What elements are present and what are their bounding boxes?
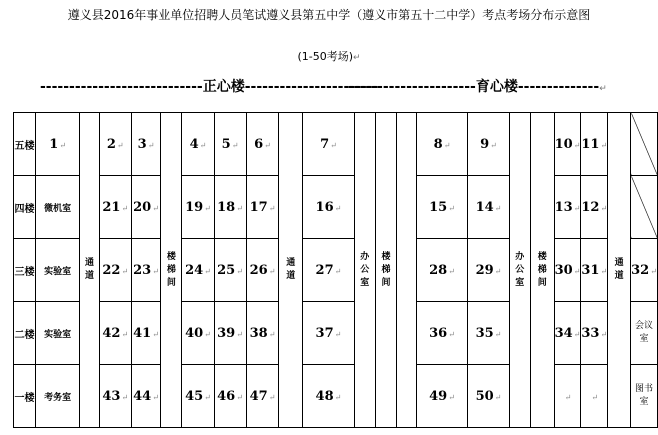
- room-number: 16: [315, 199, 334, 215]
- room-number: 48: [315, 388, 334, 404]
- room-cell: 46↵: [214, 365, 246, 428]
- room-cell: 9↵: [468, 113, 509, 176]
- room-cell: 31↵: [581, 239, 608, 302]
- page-title: 遵义县2016年事业单位招聘人员笔试遵义县第五中学（遵义市第五十二中学）考点考场分布示意图: [67, 8, 591, 22]
- room-number: 47: [249, 388, 268, 404]
- room-cell: 23↵: [131, 239, 161, 302]
- room-cell-empty: ↵: [581, 365, 608, 428]
- room-cell: 24↵: [182, 239, 214, 302]
- stairs-label: 楼梯间: [537, 251, 547, 288]
- room-number: 11: [581, 136, 600, 152]
- room-cell-library: [631, 365, 658, 428]
- floor-label: 一楼: [14, 365, 36, 428]
- room-number: 30: [554, 262, 573, 278]
- room-cell: 37↵: [303, 302, 355, 365]
- subtitle-text: (1-50考场): [297, 50, 353, 63]
- empty-diagonal-cell: [631, 113, 658, 176]
- room-number: 26: [249, 262, 268, 278]
- room-cell: 39↵: [214, 302, 246, 365]
- room-number: 25: [217, 262, 236, 278]
- room-cell: 19↵: [182, 176, 214, 239]
- room-cell: 18↵: [214, 176, 246, 239]
- room-number: 50: [475, 388, 494, 404]
- room-cell: 实验室: [36, 239, 80, 302]
- room-cell: 36↵: [416, 302, 468, 365]
- room-number: 2: [106, 136, 116, 152]
- room-number: 4: [189, 136, 199, 152]
- room-number: 15: [429, 199, 448, 215]
- room-cell: 22↵: [99, 239, 131, 302]
- room-number: 21: [102, 199, 121, 215]
- aisle-label: 通道: [614, 258, 624, 281]
- room-number: 17: [249, 199, 268, 215]
- room-number: 27: [315, 262, 334, 278]
- room-cell: 1↵: [36, 113, 80, 176]
- room-number: 38: [249, 325, 268, 341]
- room-cell: 考务室: [36, 365, 80, 428]
- floor-label: 三楼: [14, 239, 36, 302]
- room-cell: 17↵: [246, 176, 279, 239]
- room-number: 13: [554, 199, 573, 215]
- room-cell: 47↵: [246, 365, 279, 428]
- building-left-text: ----------------------------正心楼-----------------------: [40, 79, 379, 95]
- room-number: 7: [320, 136, 330, 152]
- table-row: [14, 302, 658, 365]
- room-cell: 42↵: [99, 302, 131, 365]
- room-cell: 40↵: [182, 302, 214, 365]
- room-number: 22: [102, 262, 121, 278]
- office-label: 办公室: [515, 251, 525, 288]
- page-subtitle: (1-50考场)↵: [297, 50, 361, 63]
- room-cell: 12↵: [581, 176, 608, 239]
- table-row: [14, 365, 658, 428]
- room-cell: 5↵: [214, 113, 246, 176]
- room-number: 5: [221, 136, 231, 152]
- room-number: 45: [185, 388, 204, 404]
- room-number: 10: [554, 136, 573, 152]
- room-number: 32: [631, 262, 650, 278]
- room-cell: 3↵: [131, 113, 161, 176]
- aisle-label: 通道: [84, 258, 94, 281]
- meeting-room-label: 会议室: [635, 321, 654, 344]
- aisle-column: [279, 113, 303, 428]
- room-cell: 30↵: [554, 239, 581, 302]
- room-cell: 34↵: [554, 302, 581, 365]
- room-number: 44: [133, 388, 152, 404]
- room-number: 3: [137, 136, 147, 152]
- stairs-column: [161, 113, 182, 428]
- room-cell: 10↵: [554, 113, 581, 176]
- building-right-text: ----------------------育心楼--------------: [348, 79, 600, 95]
- room-cell: 29↵: [468, 239, 509, 302]
- aisle-label: 通道: [286, 258, 296, 281]
- room-number: 24: [185, 262, 204, 278]
- floor-label: 二楼: [14, 302, 36, 365]
- room-number: 1: [49, 136, 59, 152]
- office-label: 办公室: [360, 251, 370, 288]
- room-number: 6: [254, 136, 264, 152]
- room-cell: 11↵: [581, 113, 608, 176]
- room-cell: 48↵: [303, 365, 355, 428]
- room-cell: 35↵: [468, 302, 509, 365]
- room-cell: 13↵: [554, 176, 581, 239]
- stairs-label: 楼梯间: [381, 251, 391, 288]
- room-number: 9: [480, 136, 490, 152]
- table-row: [14, 176, 658, 239]
- room-cell: 16↵: [303, 176, 355, 239]
- room-number: 42: [102, 325, 121, 341]
- room-number: 40: [185, 325, 204, 341]
- room-number: 41: [133, 325, 152, 341]
- room-cell: 7↵: [303, 113, 355, 176]
- empty-column: [397, 113, 417, 428]
- room-number: 46: [217, 388, 236, 404]
- building-yuxin-label: ----------------------育心楼--------------↵: [348, 79, 607, 95]
- building-zhengxin-label: [40, 76, 378, 96]
- table-row: [14, 239, 658, 302]
- room-number: 29: [475, 262, 494, 278]
- room-cell: 43↵: [99, 365, 131, 428]
- room-number: 31: [581, 262, 600, 278]
- room-number: 23: [133, 262, 152, 278]
- room-cell: 25↵: [214, 239, 246, 302]
- room-number: 37: [315, 325, 334, 341]
- room-cell: 4↵: [182, 113, 214, 176]
- stairs-column: [375, 113, 396, 428]
- room-number: 35: [475, 325, 494, 341]
- room-number: 43: [102, 388, 121, 404]
- room-number: 8: [433, 136, 443, 152]
- floor-label: 五楼: [14, 113, 36, 176]
- room-cell: 33↵: [581, 302, 608, 365]
- room-number: 39: [217, 325, 236, 341]
- room-cell: 27↵: [303, 239, 355, 302]
- room-number: 33: [581, 325, 600, 341]
- room-cell: 32↵: [631, 239, 658, 302]
- room-cell-meeting: [631, 302, 658, 365]
- room-cell: 44↵: [131, 365, 161, 428]
- aisle-column: [608, 113, 631, 428]
- room-cell: 49↵: [416, 365, 468, 428]
- room-number: 12: [581, 199, 600, 215]
- floor-label: 四楼: [14, 176, 36, 239]
- room-number: 28: [429, 262, 448, 278]
- room-number: 49: [429, 388, 448, 404]
- room-cell: 45↵: [182, 365, 214, 428]
- room-cell: 2↵: [99, 113, 131, 176]
- library-label: 图书室: [635, 384, 654, 407]
- room-number: 19: [185, 199, 204, 215]
- room-number: 20: [133, 199, 152, 215]
- aisle-column: [80, 113, 99, 428]
- room-cell: 50↵: [468, 365, 509, 428]
- stairs-label: 楼梯间: [166, 251, 176, 288]
- room-cell: 20↵: [131, 176, 161, 239]
- room-cell: 41↵: [131, 302, 161, 365]
- room-cell: 14↵: [468, 176, 509, 239]
- empty-diagonal-cell: [631, 176, 658, 239]
- room-number: 34: [554, 325, 573, 341]
- room-number: 14: [475, 199, 494, 215]
- room-cell-empty: ↵: [554, 365, 581, 428]
- room-cell: 微机室: [36, 176, 80, 239]
- room-cell: 6↵: [246, 113, 279, 176]
- room-cell: 8↵: [416, 113, 468, 176]
- stairs-column: [530, 113, 554, 428]
- exam-room-layout-table: [13, 112, 658, 428]
- room-cell: 21↵: [99, 176, 131, 239]
- room-cell: 15↵: [416, 176, 468, 239]
- room-number: 18: [217, 199, 236, 215]
- room-cell: 28↵: [416, 239, 468, 302]
- room-cell: 26↵: [246, 239, 279, 302]
- office-column: [354, 113, 375, 428]
- room-cell: 实验室: [36, 302, 80, 365]
- table-row: [14, 113, 658, 176]
- office-column: [509, 113, 530, 428]
- room-number: 36: [429, 325, 448, 341]
- room-cell: 38↵: [246, 302, 279, 365]
